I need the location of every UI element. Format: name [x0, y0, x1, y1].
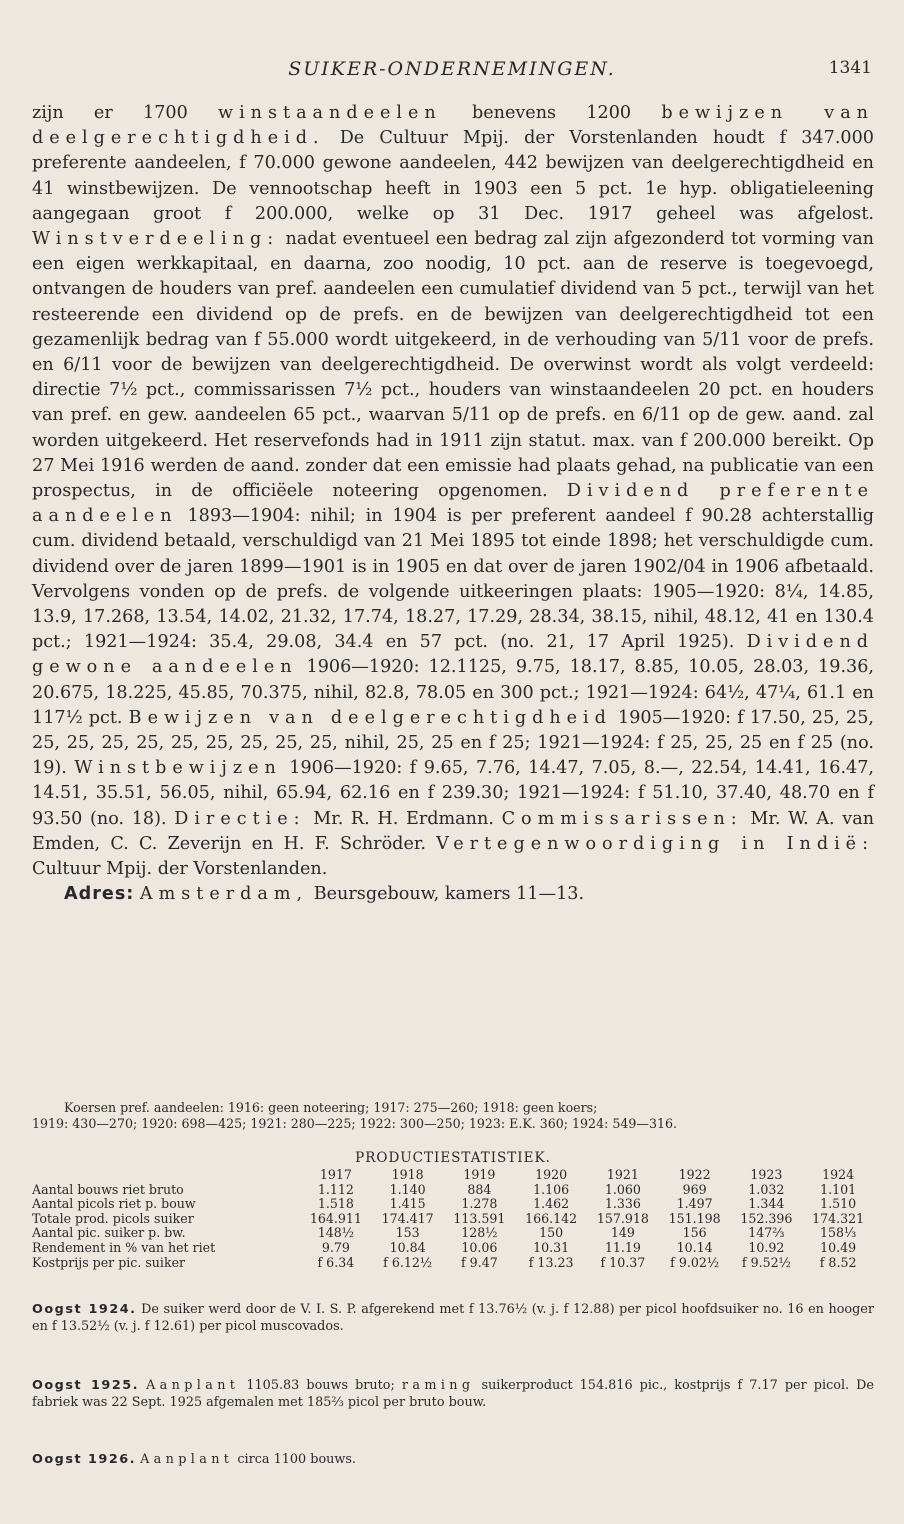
- table-cell: 166.142: [525, 1210, 578, 1226]
- text-run: De Cultuur Mpij. der Vorstenlanden houdt f 347.000 preferente aandeelen, f 70.000 gewone aandeelen, 442 bewijzen van deelgerechtigdheid en 41 winstbewijzen. De vennootschap heeft in 1903 een 5 pct. 1e hyp. obligatieleening aangegaan groot f 200.000, welke op 31 Dec. 1917 geheel was afgelost.: [32, 128, 874, 224]
- adres-line: [32, 882, 874, 907]
- table-cell: 1.344: [748, 1196, 785, 1212]
- koersen-line: Koersen pref. aandeelen: 1916: geen noteering; 1917: 275—260; 1918: geen koers;: [64, 1100, 598, 1115]
- running-title: SUIKER-ONDERNEMINGEN.: [288, 58, 616, 80]
- table-cell: 1.032: [748, 1181, 785, 1197]
- table-cell: 1.101: [820, 1181, 857, 1197]
- productie-statistiek: [32, 1150, 874, 1270]
- oogst-1925: [32, 1378, 874, 1412]
- row-label: Totale prod. picols suiker: [32, 1210, 194, 1226]
- table-cell: 157.918: [596, 1210, 649, 1226]
- row-label: Aantal bouws riet bruto: [32, 1181, 184, 1197]
- heading-dividend-gewone: Dividend gewone aandeelen: [32, 632, 875, 678]
- table-cell: 151.198: [668, 1210, 721, 1226]
- table-cell: 113.591: [453, 1210, 506, 1226]
- table-cell: 128½: [461, 1225, 498, 1241]
- table-row: [32, 1197, 874, 1212]
- page-number: 1341: [828, 58, 872, 78]
- table-cell: 1.278: [461, 1196, 498, 1212]
- main-paragraph: [32, 101, 874, 882]
- heading-dividend-pref: Dividend preferente aandeelen: [32, 481, 874, 527]
- body-text: [32, 101, 874, 908]
- table-cell: 10.31: [533, 1239, 570, 1255]
- table-row: [32, 1183, 874, 1198]
- table-cell: 148½: [317, 1225, 354, 1241]
- table-cell: f 6.34: [317, 1254, 355, 1270]
- spaced-term: bewijzen van deelgerechtigdheid.: [32, 103, 875, 149]
- oogst-text: 1105.83 bouws bruto;: [246, 1378, 395, 1393]
- row-label: Aantal picols riet p. bouw: [32, 1196, 196, 1212]
- adres-rest: Beursgebouw, kamers 11—13.: [313, 884, 585, 905]
- table-cell: 10.14: [676, 1239, 713, 1255]
- table-cell: 1.112: [317, 1181, 354, 1197]
- table-row: [32, 1212, 874, 1227]
- table-cell: 1.336: [604, 1196, 641, 1212]
- table-row: [32, 1241, 874, 1256]
- table-cell: 1.415: [389, 1196, 426, 1212]
- text-run: Mr. R. H. Erdmann.: [313, 808, 494, 829]
- text-run: nadat eventueel een bedrag zal zijn afgezonderd tot vorming van een eigen werkkapitaal, en daarna, zoo noodig, 10 pct. aan de reserve is toegevoegd, ontvangen de houders van pref. aandeelen een cumulatief dividend van 5 pct., terwijl van het resteerende een dividend op de prefs. en de bewijzen van deelgerechtigdheid tot een gezamenlijk bedrag van f 55.000 wordt uitgekeerd, in de verhouding van 5/11 voor de prefs. en 6/11 voor de bewijzen van deelgerechtigdheid. De overwinst wordt als volgt verdeeld: directie 7½ pct., commissarissen 7½ pct., houders van winstaandeelen 20 pct. en houders van pref. en gew. aandeelen 65 pct., waarvan 5/11 op de prefs. en 6/11 op de gew. aand. zal worden uitgekeerd. Het reservefonds had in 1911 zijn statut. max. van f 200.000 bereikt. Op 27 Mei 1916 werden de aand. zonder dat een emissie had plaats gehad, na publicatie van een prospectus, in de officiëele noteering opgenomen.: [32, 229, 875, 502]
- table-cell: 156: [682, 1225, 707, 1241]
- spaced-term: Aanplant: [146, 1378, 240, 1393]
- oogst-1924: [32, 1302, 874, 1336]
- table-cell: 1.510: [820, 1196, 857, 1212]
- oogst-label: Oogst 1926.: [32, 1452, 136, 1467]
- stats-title: PRODUCTIESTATISTIEK.: [355, 1150, 551, 1166]
- table-cell: f 9.47: [461, 1254, 498, 1270]
- table-cell: f 10.37: [600, 1254, 646, 1270]
- table-cell: 164.911: [309, 1210, 362, 1226]
- heading-directie: Directie:: [174, 808, 306, 829]
- table-row: [32, 1256, 874, 1271]
- text-run: 1905—1920: f 17.50, 25, 25, 25, 25, 25, 25, 25, 25, 25, 25, 25, nihil, 25, 25 en f 25; 1921—1924: f 25, 25, 25 en f 25 (no. 19).: [32, 707, 875, 779]
- spaced-term: winstaandeelen: [218, 103, 442, 123]
- table-cell: 10.84: [389, 1239, 426, 1255]
- table-cell: 153: [395, 1225, 420, 1241]
- adres-city: Amsterdam,: [139, 884, 309, 905]
- heading-winstverdeeling: Winstverdeeling:: [32, 229, 280, 250]
- table-cell: f 8.52: [819, 1254, 857, 1270]
- table-cell: 884: [467, 1181, 492, 1197]
- oogst-label: Oogst 1925.: [32, 1378, 139, 1393]
- spaced-term: Aanplant: [140, 1452, 234, 1467]
- heading-bewijzen: Bewijzen van deelgerechtigdheid: [128, 707, 612, 728]
- adres-label: Adres:: [64, 884, 135, 905]
- heading-commissarissen: Commissarissen:: [501, 808, 743, 829]
- text-run: 1893—1904: nihil; in 1904 is per preferent aandeel f 90.28 achterstallig cum. dividend betaald, verschuldigd van 21 Mei 1895 tot einde 1898; het verschuldigde cum. dividend over de jaren 1899—1901 is in 1905 en dat over de jaren 1902/04 in 1906 afbetaald. Vervolgens vonden op de prefs. de volgende uitkeeringen plaats: 1905—1920: 8¼, 14.85, 13.9, 17.268, 13.54, 14.02, 21.32, 17.74, 18.27, 17.29, 28.34, 38.15, nihil, 48.12, 41 en 130.4 pct.; 1921—1924: 35.4, 29.08, 34.4 en 57 pct. (no. 21, 17 April 1925).: [32, 506, 874, 653]
- table-cell: f 6.12½: [383, 1254, 433, 1270]
- year-header: 1921: [606, 1167, 639, 1182]
- table-cell: 152.396: [740, 1210, 793, 1226]
- table-cell: 158⅓: [820, 1225, 857, 1241]
- year-header: 1922: [678, 1167, 711, 1182]
- table-cell: 1.106: [533, 1181, 570, 1197]
- table-cell: 11.19: [604, 1239, 641, 1255]
- table-row: [32, 1226, 874, 1241]
- table-cell: 1.518: [317, 1196, 354, 1212]
- row-label: Aantal pic. suiker p. bw.: [32, 1225, 186, 1241]
- table-cell: 149: [610, 1225, 635, 1241]
- koersen-block: [32, 1100, 874, 1132]
- table-cell: f 13.23: [528, 1254, 574, 1270]
- table-cell: 10.92: [748, 1239, 785, 1255]
- oogst-text: De suiker werd door de V. I. S. P. afgerekend met f 13.76½ (v. j. f 12.88) per picol hoofdsuiker no. 16 en hooger en f 13.52½ (v. j. f 12.61) per picol muscovados.: [32, 1302, 874, 1334]
- table-cell: 147⅔: [748, 1225, 785, 1241]
- text-run: Mr. W. A. van Emden, C. C. Zeverijn en H. F. Schröder.: [32, 808, 875, 854]
- year-header: 1917: [319, 1167, 352, 1182]
- oogst-label: Oogst 1924.: [32, 1302, 137, 1317]
- oogst-1926: [32, 1452, 874, 1469]
- text-run: Cultuur Mpij. der Vorstenlanden.: [32, 859, 328, 880]
- table-cell: 969: [682, 1181, 707, 1197]
- text-run: benevens 1200: [471, 103, 632, 123]
- stats-header-blank: [32, 1168, 300, 1183]
- table-cell: 10.49: [820, 1239, 857, 1255]
- heading-winstbewijzen: Winstbewijzen: [74, 758, 282, 779]
- heading-vertegenwoordiging: Vertegenwoordiging in Indië:: [436, 833, 874, 854]
- stats-header-row: [32, 1168, 874, 1183]
- table-cell: 150: [539, 1225, 564, 1241]
- text-run: 1906—1920: 12.1125, 9.75, 18.17, 8.85, 10.05, 28.03, 19.36, 20.675, 18.225, 45.85, 70.375, nihil, 82.8, 78.05 en 300 pct.; 1921—1924: 64½, 47¼, 61.1 en 117½ pct.: [32, 657, 875, 728]
- table-cell: f 9.52½: [741, 1254, 791, 1270]
- table-cell: 174.321: [812, 1210, 865, 1226]
- spaced-term: raming: [401, 1378, 475, 1393]
- koersen-line: 1919: 430—270; 1920: 698—425; 1921: 280—225; 1922: 300—250; 1923: E.K. 360; 1924: 549—316.: [32, 1116, 678, 1131]
- text-run: 1906—1920: f 9.65, 7.76, 14.47, 7.05, 8.—, 22.54, 14.41, 16.47, 14.51, 35.51, 56.05, nihil, 65.94, 62.16 en f 239.30; 1921—1924: f 51.10, 37.40, 48.70 en f 93.50 (no. 18).: [32, 758, 875, 829]
- year-header: 1920: [535, 1167, 568, 1182]
- stats-table: [32, 1168, 874, 1270]
- table-cell: 9.79: [321, 1239, 350, 1255]
- table-cell: 1.497: [676, 1196, 713, 1212]
- row-label: Rendement in % van het riet: [32, 1239, 216, 1255]
- table-cell: f 9.02½: [670, 1254, 720, 1270]
- table-cell: 10.06: [461, 1239, 498, 1255]
- running-head: [0, 58, 904, 82]
- year-header: 1919: [463, 1167, 496, 1182]
- year-header: 1918: [391, 1167, 424, 1182]
- oogst-text: suikerproduct 154.816 pic., kostprijs f 7.17 per picol. De fabriek was 22 Sept. 1925 afgemalen met 185⅔ picol per bruto bouw.: [32, 1378, 875, 1410]
- year-header: 1924: [822, 1167, 855, 1182]
- table-cell: 1.140: [389, 1181, 426, 1197]
- table-cell: 1.060: [604, 1181, 641, 1197]
- oogst-text: circa 1100 bouws.: [237, 1452, 356, 1467]
- year-header: 1923: [750, 1167, 783, 1182]
- table-cell: 1.462: [533, 1196, 570, 1212]
- text-run: zijn er 1700: [32, 103, 188, 123]
- row-label: Kostprijs per pic. suiker: [32, 1254, 186, 1270]
- table-cell: 174.417: [381, 1210, 434, 1226]
